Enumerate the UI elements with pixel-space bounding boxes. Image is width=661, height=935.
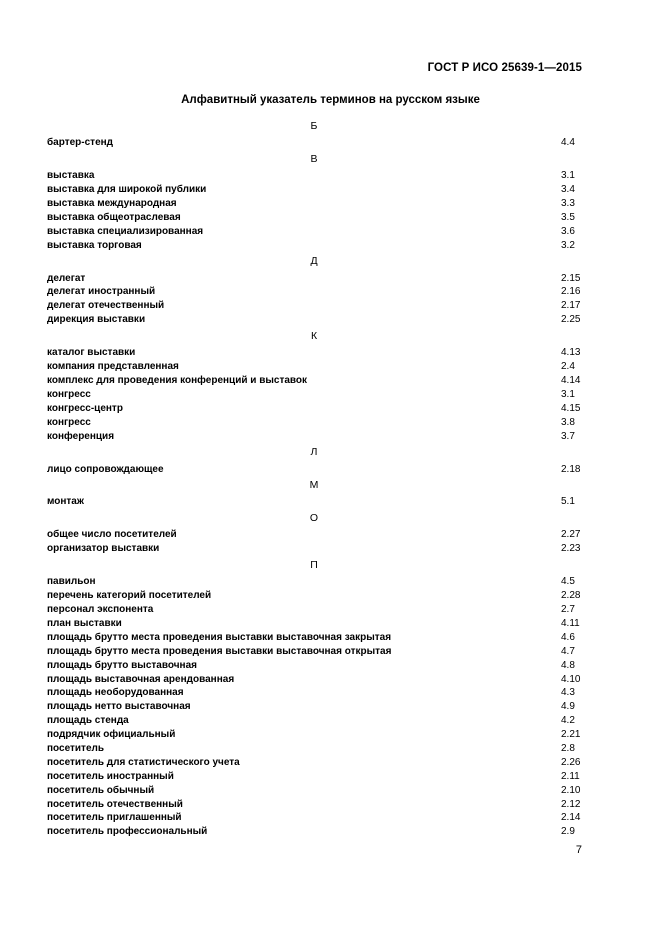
- index-term: площадь выставочная арендованная: [47, 673, 235, 685]
- index-entry: [47, 528, 581, 542]
- index-ref: 4.13: [561, 347, 581, 359]
- index-entry: [47, 169, 581, 183]
- section-letter: Б: [310, 120, 318, 132]
- index-ref: 2.27: [561, 529, 581, 541]
- index-ref: 4.15: [561, 402, 581, 414]
- index-entry: [47, 825, 581, 839]
- index-term: выставка: [47, 170, 95, 182]
- index-term: комплекс для проведения конференций и выставок: [47, 374, 308, 386]
- index-term: конгресс: [47, 416, 91, 428]
- index-term: площадь необорудованная: [47, 687, 184, 699]
- index-term: конференция: [47, 430, 115, 442]
- index-ref: 2.7: [561, 604, 575, 616]
- document-header-standard: ГОСТ Р ИСО 25639-1—2015: [427, 62, 582, 74]
- index-ref: 4.6: [561, 631, 575, 643]
- index-term: план выставки: [47, 618, 122, 630]
- index-entry: [47, 299, 581, 313]
- index-term: делегат иностранный: [47, 286, 156, 298]
- index-entry: [47, 686, 581, 700]
- index-term: площадь нетто выставочная: [47, 701, 191, 713]
- index-ref: 3.2: [561, 239, 575, 251]
- index-entry: [47, 659, 581, 673]
- index-ref: 4.4: [561, 137, 575, 149]
- index-term: выставка специализированная: [47, 225, 204, 237]
- index-entry: [47, 542, 581, 556]
- index-ref: 4.10: [561, 673, 581, 685]
- index-term: делегат: [47, 272, 86, 284]
- index-entry: [47, 742, 581, 756]
- index-term: посетитель: [47, 743, 105, 755]
- index-ref: 2.28: [561, 590, 581, 602]
- section-letter: М: [309, 479, 319, 492]
- index-entry: [47, 183, 581, 197]
- index-entry: [47, 402, 581, 416]
- index-term: посетитель для статистического учета: [47, 756, 240, 768]
- index-entry: [47, 673, 581, 687]
- index-term: общее число посетителей: [47, 529, 177, 541]
- index-entry: [47, 313, 581, 327]
- index-term: площадь брутто места проведения выставки выставочная открытая: [47, 645, 392, 657]
- index-entry: [47, 645, 581, 659]
- index-entry: [47, 575, 581, 589]
- index-ref: 2.4: [561, 361, 575, 373]
- index-entry: [47, 728, 581, 742]
- index-entry: [47, 197, 581, 211]
- index-ref: 4.7: [561, 645, 575, 657]
- section-letter: В: [310, 152, 318, 165]
- index-term: конгресс-центр: [47, 402, 123, 414]
- index-ref: 3.7: [561, 430, 575, 442]
- index-term: делегат отечественный: [47, 300, 165, 312]
- index-term: компания представленная: [47, 361, 179, 373]
- index-term: конгресс: [47, 388, 91, 400]
- index-ref: 2.10: [561, 784, 581, 796]
- index-entry: [47, 811, 581, 825]
- index-ref: 3.6: [561, 225, 575, 237]
- index-ref: 2.26: [561, 756, 581, 768]
- index-entry: [47, 346, 581, 360]
- page-number: 7: [575, 844, 582, 856]
- index-term: выставка общеотраслевая: [47, 211, 181, 223]
- index-ref: 2.8: [561, 743, 575, 755]
- index-term: персонал экспонента: [47, 604, 154, 616]
- index-entry: [47, 700, 581, 714]
- index-entry: [47, 272, 581, 286]
- index-ref: 2.14: [561, 812, 581, 824]
- index-term: павильон: [47, 576, 96, 588]
- index-term: посетитель обычный: [47, 784, 155, 796]
- index-entry: [47, 239, 581, 253]
- index-term: выставка международная: [47, 197, 177, 209]
- index-ref: 4.11: [561, 618, 580, 630]
- index-ref: 4.8: [561, 659, 575, 671]
- section-letter: Д: [310, 255, 318, 268]
- index-entry: [47, 495, 581, 509]
- index-entry: [47, 589, 581, 603]
- index-entry: [47, 631, 581, 645]
- index-term: площадь брутто места проведения выставки выставочная закрытая: [47, 631, 392, 643]
- index-term: бартер-стенд: [47, 137, 114, 149]
- index-term: подрядчик официальный: [47, 729, 176, 741]
- index-ref: 3.1: [561, 388, 575, 400]
- index-ref: 2.15: [561, 272, 581, 284]
- index-ref: 2.12: [561, 798, 581, 810]
- index-term: организатор выставки: [47, 543, 160, 555]
- index-term: каталог выставки: [47, 347, 136, 359]
- index-ref: 3.8: [561, 416, 575, 428]
- index-entry: [47, 714, 581, 728]
- index-entry: [47, 798, 581, 812]
- index-entry: [47, 360, 581, 374]
- index-term: посетитель приглашенный: [47, 812, 182, 824]
- index-term: посетитель отечественный: [47, 798, 183, 810]
- index-term: посетитель иностранный: [47, 770, 174, 782]
- section-letter: П: [310, 559, 318, 572]
- index-entry: [47, 225, 581, 239]
- index-term: площадь брутто выставочная: [47, 659, 197, 671]
- index-entry: [47, 617, 581, 631]
- index-entry: [47, 285, 581, 299]
- index-ref: 4.2: [561, 715, 575, 727]
- index-ref: 3.4: [561, 183, 575, 195]
- index-ref: 4.5: [561, 576, 575, 588]
- section-letter: К: [310, 330, 318, 343]
- index-ref: 2.9: [561, 826, 575, 838]
- index-term: дирекция выставки: [47, 314, 146, 326]
- index-ref: 2.16: [561, 286, 581, 298]
- index-entry: [47, 416, 581, 430]
- index-ref: 3.3: [561, 197, 575, 209]
- index-entry: [47, 388, 581, 402]
- index-entry: [47, 211, 581, 225]
- index-ref: 4.9: [561, 701, 575, 713]
- index-entry: [47, 430, 581, 444]
- index-entry: [47, 374, 581, 388]
- index-ref: 2.25: [561, 314, 581, 326]
- index-ref: 2.11: [561, 770, 580, 782]
- index-entry: [47, 463, 581, 477]
- index-term: лицо сопровождающее: [47, 463, 164, 475]
- index-ref: 2.23: [561, 543, 581, 555]
- term-index: [47, 117, 581, 839]
- section-letter: Л: [310, 446, 318, 459]
- index-ref: 4.3: [561, 687, 575, 699]
- index-entry: [47, 136, 581, 150]
- index-ref: 2.18: [561, 463, 581, 475]
- index-term: выставка для широкой публики: [47, 183, 207, 195]
- index-term: посетитель профессиональный: [47, 826, 208, 838]
- index-entry: [47, 784, 581, 798]
- index-entry: [47, 603, 581, 617]
- section-letter: О: [309, 512, 319, 525]
- index-entry: [47, 756, 581, 770]
- index-ref: 2.21: [561, 729, 581, 741]
- index-ref: 3.5: [561, 211, 575, 223]
- index-ref: 4.14: [561, 374, 581, 386]
- index-ref: 3.1: [561, 170, 575, 182]
- index-title: Алфавитный указатель терминов на русском языке: [181, 94, 480, 106]
- index-term: монтаж: [47, 496, 84, 508]
- index-term: площадь стенда: [47, 715, 129, 727]
- index-entry: [47, 770, 581, 784]
- index-ref: 5.1: [561, 496, 575, 508]
- index-ref: 2.17: [561, 300, 581, 312]
- index-term: выставка торговая: [47, 239, 142, 251]
- index-term: перечень категорий посетителей: [47, 590, 212, 602]
